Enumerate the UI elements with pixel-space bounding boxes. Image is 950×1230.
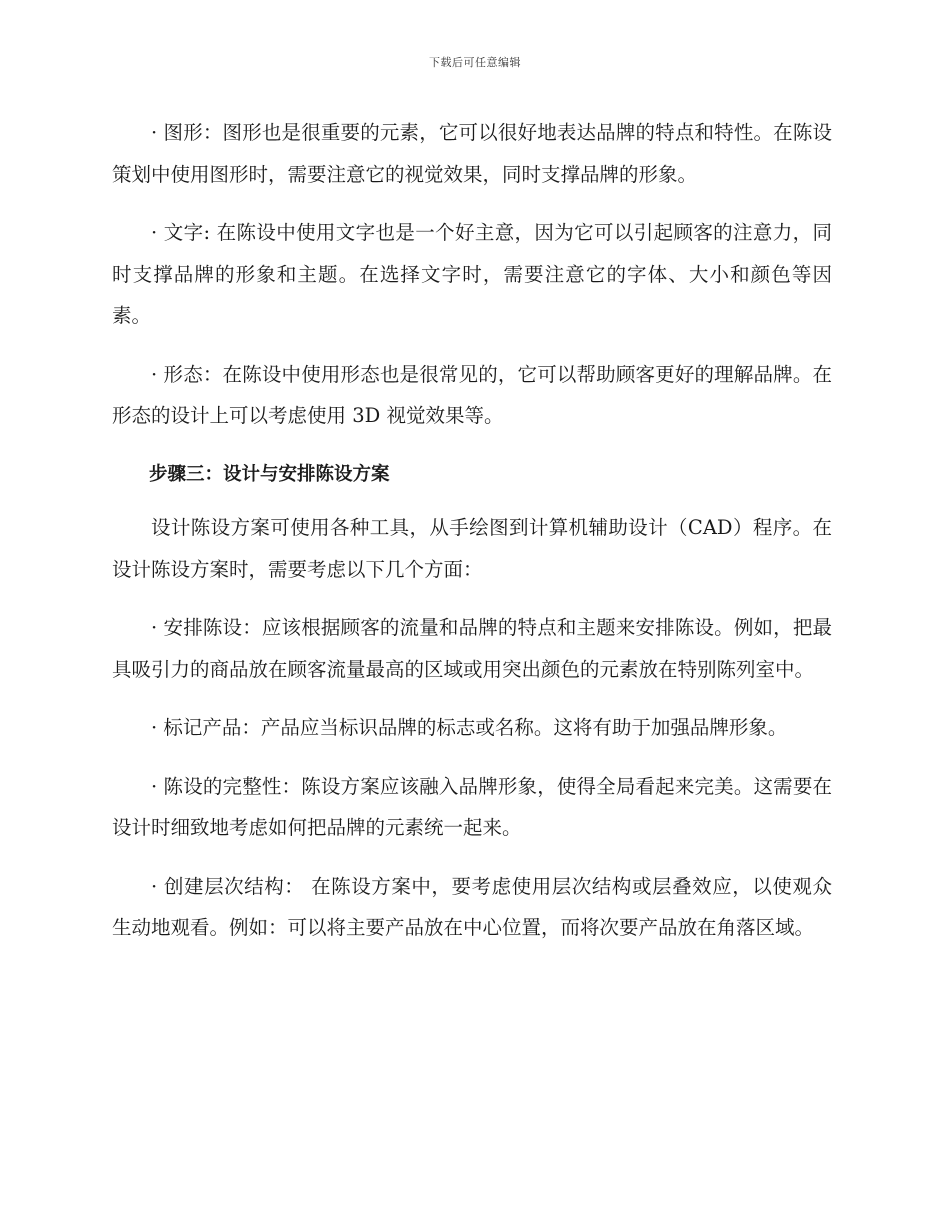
paragraph-form: · 形态：在陈设中使用形态也是很常见的，它可以帮助顾客更好的理解品牌。在形态的设计上可以考虑使用 3D 视觉效果等。 xyxy=(112,362,832,427)
paragraph-mark-products: · 标记产品：产品应当标识品牌的标志或名称。这将有助于加强品牌形象。 xyxy=(151,716,788,739)
section-heading-step-three: 步骤三：设计与安排陈设方案 xyxy=(149,463,390,485)
paragraph-arrange-display: · 安排陈设：应该根据顾客的流量和品牌的特点和主题来安排陈设。例如，把最具吸引力的商品放在顾客流量最高的区域或用突出颜色的元素放在特别陈列室中。 xyxy=(112,616,832,681)
paragraph-hierarchy: · 创建层次结构： 在陈设方案中，要考虑使用层次结构或层叠效应，以使观众生动地观看。例如：可以将主要产品放在中心位置，而将次要产品放在角落区域。 xyxy=(112,874,832,939)
paragraph-text: · 文字: 在陈设中使用文字也是一个好主意，因为它可以引起顾客的注意力，同时支撑品牌的形象和主题。在选择文字时，需要注意它的字体、大小和颜色等因素。 xyxy=(112,221,832,327)
page-header: 下载后可任意编辑 xyxy=(429,56,521,69)
document-body xyxy=(112,112,832,966)
paragraph-display-integrity: · 陈设的完整性：陈设方案应该融入品牌形象，使得全局看起来完美。这需要在设计时细致地考虑如何把品牌的元素统一起来。 xyxy=(112,774,832,839)
paragraph-graphics: · 图形：图形也是很重要的元素，它可以很好地表达品牌的特点和特性。在陈设策划中使用图形时，需要注意它的视觉效果，同时支撑品牌的形象。 xyxy=(112,121,832,186)
paragraph-design-intro: 设计陈设方案可使用各种工具，从手绘图到计算机辅助设计（CAD）程序。在设计陈设方案时，需要考虑以下几个方面： xyxy=(112,516,832,581)
